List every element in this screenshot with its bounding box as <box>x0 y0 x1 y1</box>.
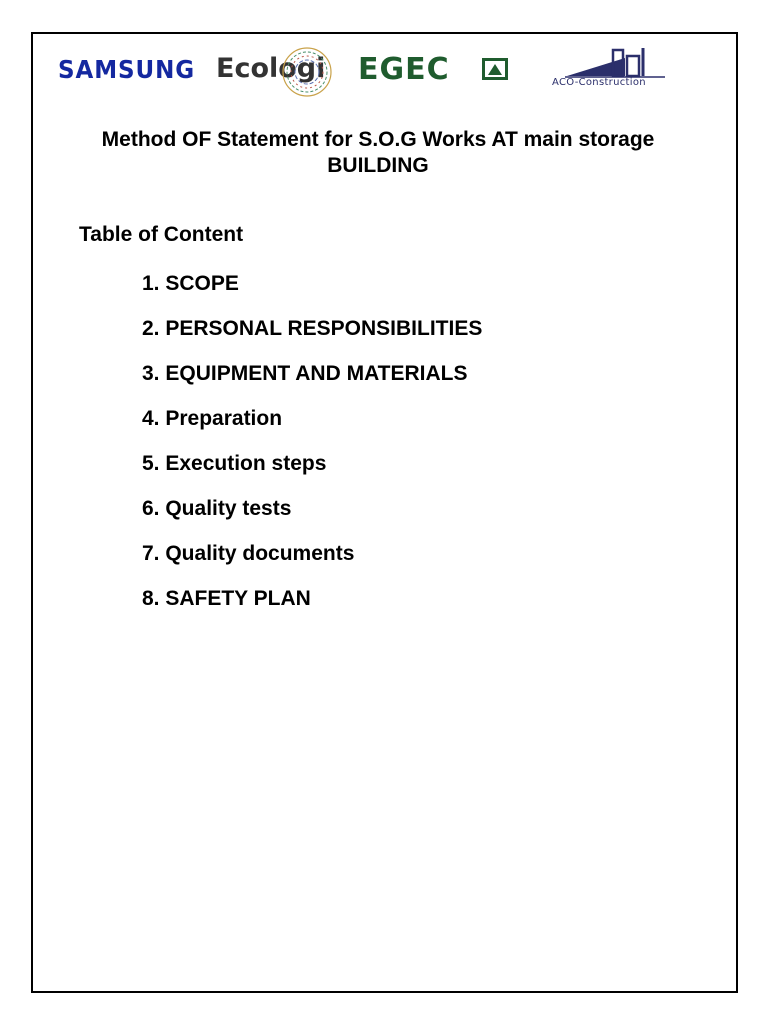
toc-item-quality-documents: 7. Quality documents <box>142 542 355 565</box>
toc-item-quality-tests: 6. Quality tests <box>142 497 292 520</box>
ecologi-swirl-icon <box>279 44 335 100</box>
aco-construction-logo: ACO-Construction <box>552 77 646 88</box>
egeco-triangle-box-icon <box>482 58 508 80</box>
document-title-line-2: BUILDING <box>327 154 429 177</box>
aco-building-icon <box>565 46 665 78</box>
toc-item-execution-steps: 5. Execution steps <box>142 452 327 475</box>
toc-item-equipment-materials: 3. EQUIPMENT AND MATERIALS <box>142 362 468 385</box>
samsung-logo: SAMSUNG <box>58 55 196 84</box>
toc-item-scope: 1. SCOPE <box>142 272 239 295</box>
toc-item-personal-responsibilities: 2. PERSONAL RESPONSIBILITIES <box>142 317 483 340</box>
ecologi-logo: Ecologi <box>216 53 326 84</box>
document-title-line-1: Method OF Statement for S.O.G Works AT main storage <box>101 128 655 151</box>
egeco-logo: EGEC <box>358 52 450 87</box>
toc-item-preparation: 4. Preparation <box>142 407 283 430</box>
toc-list <box>142 271 482 631</box>
document-title <box>40 127 716 179</box>
toc-heading: Table of Content <box>79 223 244 246</box>
toc-item-safety-plan: 8. SAFETY PLAN <box>142 587 311 610</box>
